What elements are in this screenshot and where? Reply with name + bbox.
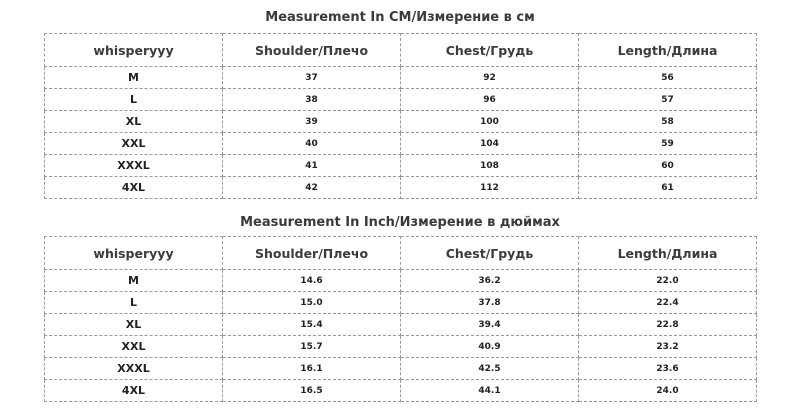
chest-cell: 112 (401, 177, 579, 199)
table-row (45, 336, 757, 358)
length-cell: 24.0 (579, 380, 757, 402)
chest-cell: 37.8 (401, 292, 579, 314)
table-row (45, 314, 757, 336)
header-chest: Chest/Грудь (401, 237, 579, 270)
table-header-row (45, 34, 757, 67)
chest-cell: 39.4 (401, 314, 579, 336)
header-chest: Chest/Грудь (401, 34, 579, 67)
shoulder-cell: 16.5 (223, 380, 401, 402)
shoulder-cell: 40 (223, 133, 401, 155)
size-cell: L (45, 89, 223, 111)
table-row (45, 111, 757, 133)
header-shoulder: Shoulder/Плечо (223, 34, 401, 67)
chest-cell: 42.5 (401, 358, 579, 380)
table-row (45, 292, 757, 314)
length-cell: 22.0 (579, 270, 757, 292)
length-cell: 57 (579, 89, 757, 111)
table-row (45, 67, 757, 89)
length-cell: 56 (579, 67, 757, 89)
size-cell: M (45, 67, 223, 89)
length-cell: 61 (579, 177, 757, 199)
size-cell: XXXL (45, 358, 223, 380)
table-row (45, 177, 757, 199)
size-cell: XL (45, 111, 223, 133)
chest-cell: 108 (401, 155, 579, 177)
header-length: Length/Длина (579, 237, 757, 270)
header-brand: whisperyyy (45, 237, 223, 270)
shoulder-cell: 15.0 (223, 292, 401, 314)
length-cell: 22.4 (579, 292, 757, 314)
chest-cell: 44.1 (401, 380, 579, 402)
length-cell: 23.6 (579, 358, 757, 380)
shoulder-cell: 37 (223, 67, 401, 89)
shoulder-cell: 41 (223, 155, 401, 177)
chest-cell: 40.9 (401, 336, 579, 358)
length-cell: 23.2 (579, 336, 757, 358)
size-cell: L (45, 292, 223, 314)
table-row (45, 380, 757, 402)
shoulder-cell: 42 (223, 177, 401, 199)
chest-cell: 36.2 (401, 270, 579, 292)
size-cell: 4XL (45, 380, 223, 402)
shoulder-cell: 16.1 (223, 358, 401, 380)
chest-cell: 104 (401, 133, 579, 155)
size-cell: XXL (45, 336, 223, 358)
inch-table-title: Measurement In Inch/Измерение в дюймах (240, 215, 560, 230)
size-cell: XXL (45, 133, 223, 155)
chest-cell: 96 (401, 89, 579, 111)
shoulder-cell: 39 (223, 111, 401, 133)
shoulder-cell: 38 (223, 89, 401, 111)
size-cell: XXXL (45, 155, 223, 177)
header-shoulder: Shoulder/Плечо (223, 237, 401, 270)
length-cell: 60 (579, 155, 757, 177)
table-row (45, 155, 757, 177)
header-brand: whisperyyy (45, 34, 223, 67)
table-row (45, 270, 757, 292)
size-cell: XL (45, 314, 223, 336)
shoulder-cell: 14.6 (223, 270, 401, 292)
chest-cell: 92 (401, 67, 579, 89)
header-length: Length/Длина (579, 34, 757, 67)
table-row (45, 89, 757, 111)
table-row (45, 358, 757, 380)
shoulder-cell: 15.7 (223, 336, 401, 358)
cm-size-table (44, 33, 757, 199)
size-cell: 4XL (45, 177, 223, 199)
table-header-row (45, 237, 757, 270)
length-cell: 58 (579, 111, 757, 133)
size-cell: M (45, 270, 223, 292)
inch-size-table (44, 236, 757, 402)
cm-table-title: Measurement In CM/Измерение в см (265, 10, 535, 25)
shoulder-cell: 15.4 (223, 314, 401, 336)
table-row (45, 133, 757, 155)
length-cell: 22.8 (579, 314, 757, 336)
length-cell: 59 (579, 133, 757, 155)
chest-cell: 100 (401, 111, 579, 133)
